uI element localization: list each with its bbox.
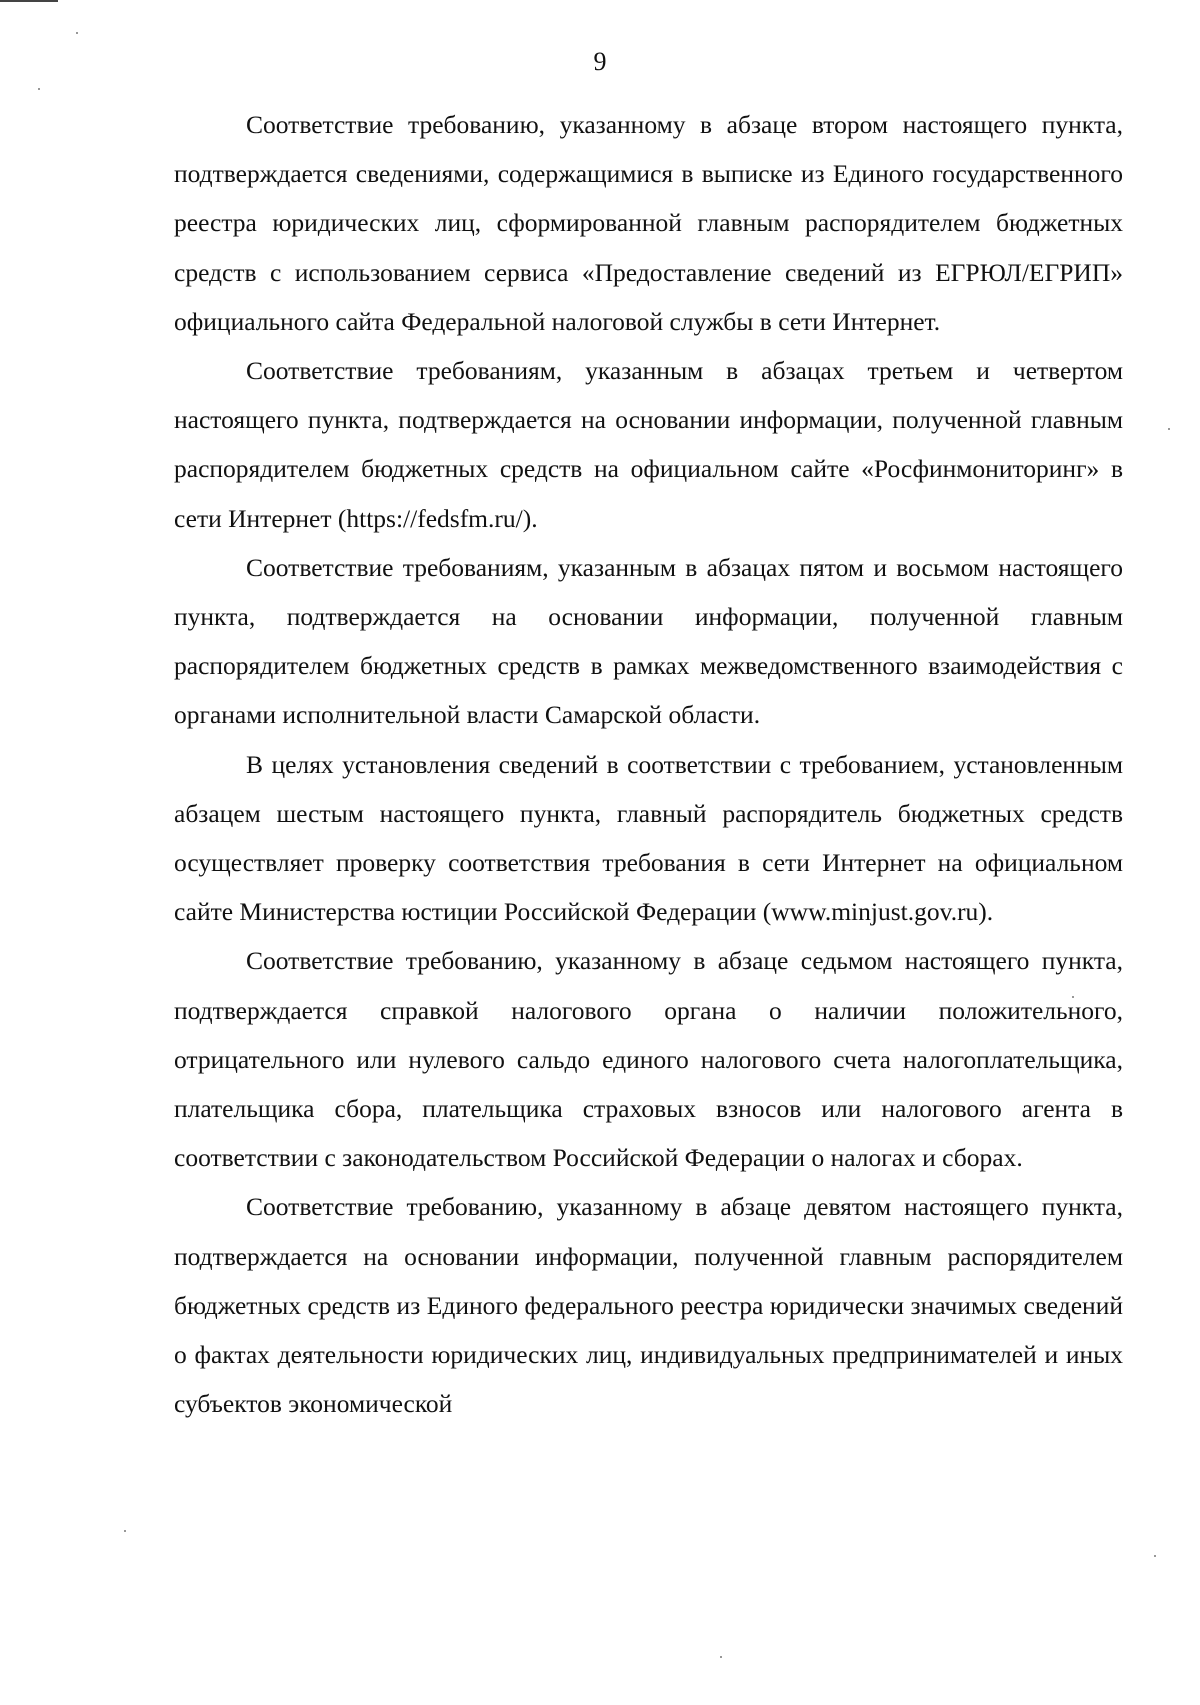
- scan-speck: [1168, 428, 1170, 430]
- scan-speck: [720, 1656, 722, 1658]
- paragraph: Соответствие требованиям, указанным в абзацах третьем и четвертом настоящего пункта, подтверждается на основании информации, полученной главным распорядителем бюджетных средств на официальном сайте «Росфинмониторинг» в сети Интернет (https://fedsfm.ru/).: [174, 356, 1123, 533]
- scan-speck: [124, 1530, 126, 1532]
- page-number: 9: [593, 47, 607, 76]
- paragraph: В целях установления сведений в соответствии с требованием, установленным абзацем шестым настоящего пункта, главный распорядитель бюджетных средств осуществляет проверку соответствия требования в сети Интернет на официальном сайте Министерства юстиции Российской Федерации (www.minjust.gov.ru).: [174, 749, 1123, 927]
- scan-speck: [76, 32, 78, 34]
- paragraph: Соответствие требованию, указанному в абзаце втором настоящего пункта, подтверждается сведениями, содержащимися в выписке из Единого государственного реестра юридических лиц, сформированной главным распорядителем бюджетных средств с использованием сервиса «Предоставление сведений из ЕГРЮЛ/ЕГРИП» официального сайта Федеральной налоговой службы в сети Интернет.: [174, 110, 1123, 336]
- scan-speck: [38, 88, 40, 90]
- document-body: [174, 100, 1123, 1428]
- scan-edge-line: [0, 0, 58, 2]
- scan-speck: [1154, 1555, 1156, 1557]
- paragraph: Соответствие требованиям, указанным в абзацах пятом и восьмом настоящего пункта, подтверждается на основании информации, полученной главным распорядителем бюджетных средств в рамках межведомственного взаимодействия с органами исполнительной власти Самарской области.: [174, 552, 1123, 730]
- paragraph: Соответствие требованию, указанному в абзаце девятом настоящего пункта, подтверждается на основании информации, полученной главным распорядителем бюджетных средств из Единого федерального реестра юридически значимых сведений о фактах деятельности юридических лиц, индивидуальных предпринимателей и иных субъектов экономической: [174, 1192, 1123, 1419]
- paragraph: Соответствие требованию, указанному в абзаце седьмом настоящего пункта, подтверждается справкой налогового органа о наличии положительного, отрицательного или нулевого сальдо единого налогового счета налогоплательщика, плательщика сбора, плательщика страховых взносов или налогового агента в соответствии с законодательством Российской Федерации о налогах и сборах.: [174, 946, 1123, 1173]
